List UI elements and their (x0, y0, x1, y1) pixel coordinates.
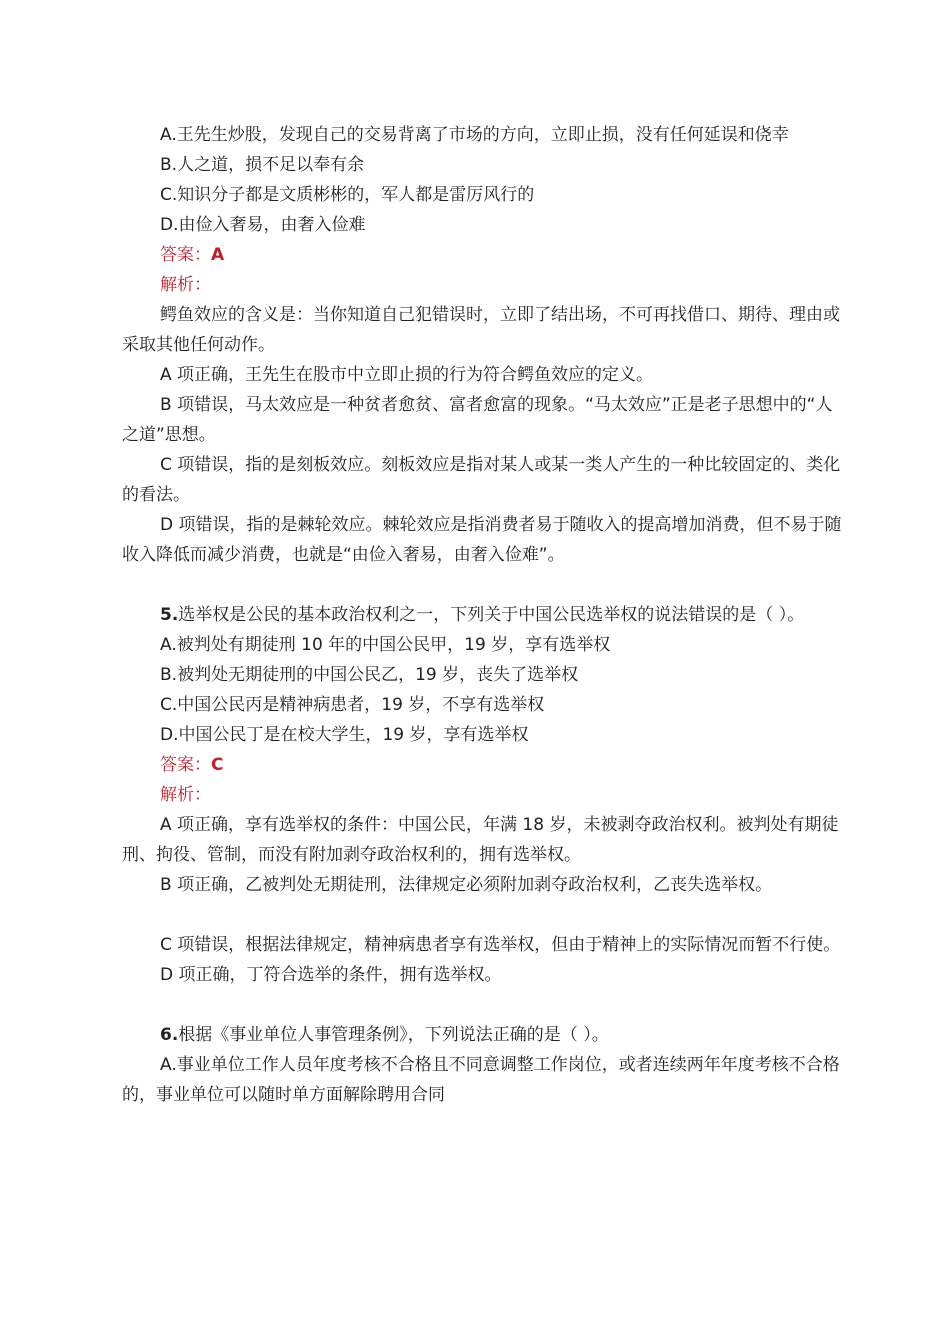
q5-answer (122, 750, 842, 780)
q4-analysis-paragraph: D 项错误，指的是棘轮效应。棘轮效应是指消费者易于随收入的提高增加消费，但不易于随收入降低而减少消费，也就是“由俭入奢易，由奢入俭难”。 (122, 515, 842, 565)
q5-analysis-paragraph: C 项错误，根据法律规定，精神病患者享有选举权，但由于精神上的实际情况而暂不行使。 (160, 935, 841, 955)
q5-analysis-paragraph: D 项正确，丁符合选举的条件，拥有选举权。 (160, 965, 502, 985)
q4-answer-letter: A (211, 245, 225, 265)
q5-analysis-paragraph: A 项正确，享有选举权的条件：中国公民，年满 18 岁，未被剥夺政治权利。被判处有期徒刑、拘役、管制，而没有附加剥夺政治权利的，拥有选举权。 (122, 815, 839, 865)
q4-analysis-label: 解析： (160, 275, 211, 295)
q4-analysis-paragraph: B 项错误，马太效应是一种贫者愈贫、富者愈富的现象。“马太效应”正是老子思想中的“人之道”思想。 (122, 395, 833, 445)
q5-stem-text: 选举权是公民的基本政治权利之一，下列关于中国公民选举权的说法错误的是（ ）。 (178, 605, 805, 625)
q5-answer-letter: C (211, 755, 224, 775)
q4-option-b: B.人之道，损不足以奉有余 (160, 155, 365, 175)
q5-analysis-label: 解析： (160, 785, 211, 805)
q5-analysis-heading (122, 780, 842, 810)
q5-analysis-paragraph: B 项正确，乙被判处无期徒刑，法律规定必须附加剥夺政治权利，乙丧失选举权。 (160, 875, 773, 895)
q4-option-d: D.由俭入奢易，由奢入俭难 (160, 215, 366, 235)
q5-answer-label: 答案： (160, 755, 211, 775)
spacer (122, 900, 842, 930)
q4-answer (122, 240, 842, 270)
q4-analysis-paragraph: 鳄鱼效应的含义是：当你知道自己犯错误时，立即了结出场，不可再找借口、期待、理由或采取其他任何动作。 (122, 305, 840, 355)
q4-option-a: A.王先生炒股，发现自己的交易背离了市场的方向，立即止损，没有任何延误和侥幸 (160, 125, 789, 145)
q4-option-c: C.知识分子都是文质彬彬的，军人都是雷厉风行的 (160, 185, 535, 205)
q6-number: 6. (160, 1025, 179, 1045)
q5-number: 5. (160, 605, 179, 625)
q5-option-c: C.中国公民丙是精神病患者，19 岁，不享有选举权 (160, 695, 545, 715)
q4-analysis-paragraph: A 项正确，王先生在股市中立即止损的行为符合鳄鱼效应的定义。 (160, 365, 654, 385)
q5-stem (122, 600, 842, 630)
q4-analysis-paragraph: C 项错误，指的是刻板效应。刻板效应是指对某人或某一类人产生的一种比较固定的、类化的看法。 (122, 455, 841, 505)
q6-stem (122, 1020, 842, 1050)
spacer (122, 990, 842, 1020)
q4-analysis-heading (122, 270, 842, 300)
document-content (122, 120, 842, 1110)
q5-option-b: B.被判处无期徒刑的中国公民乙，19 岁，丧失了选举权 (160, 665, 579, 685)
q5-option-a: A.被判处有期徒刑 10 年的中国公民甲，19 岁，享有选举权 (160, 635, 611, 655)
q5-option-d: D.中国公民丁是在校大学生，19 岁，享有选举权 (160, 725, 529, 745)
q6-option-a: A.事业单位工作人员年度考核不合格且不同意调整工作岗位，或者连续两年年度考核不合格的，事业单位可以随时单方面解除聘用合同 (122, 1055, 840, 1105)
spacer (122, 570, 842, 600)
q4-answer-label: 答案： (160, 245, 211, 265)
q6-stem-text: 根据《事业单位人事管理条例》，下列说法正确的是（ ）。 (178, 1025, 609, 1045)
